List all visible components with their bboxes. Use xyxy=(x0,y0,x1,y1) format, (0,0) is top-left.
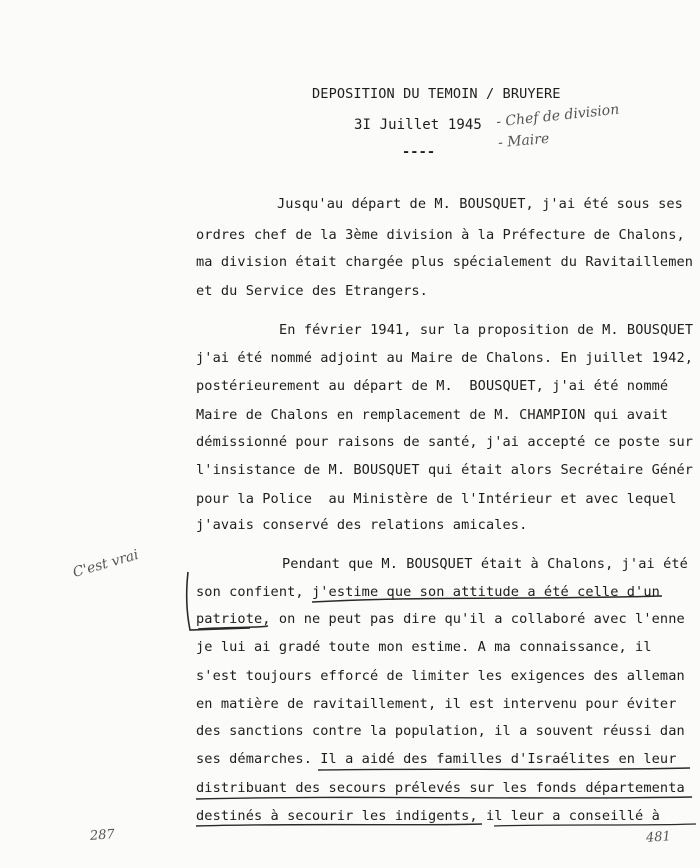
paragraph-3-line-2: son confient, j'estime que son attitude a été celle d'un xyxy=(196,584,660,600)
paragraph-2-line-5: démissionné pour raisons de santé, j'ai accepté ce poste sur xyxy=(196,434,694,450)
paragraph-2-line-1: En février 1941, sur la proposition de M. BOUSQUET xyxy=(279,322,694,338)
title-separator: ---- xyxy=(402,144,436,160)
paragraph-3-line-3: patriote, on ne peut pas dire qu'il a collaboré avec l'enne xyxy=(196,611,685,627)
handwritten-page-number-right: 481 xyxy=(645,829,672,846)
paragraph-2-line-8: j'avais conservé des relations amicales. xyxy=(196,517,528,533)
paragraph-3-line-1: Pendant que M. BOUSQUET était à Chalons, j'ai été xyxy=(282,556,688,572)
paragraph-1-line-3: ma division était chargée plus spécialement du Ravitaillemen xyxy=(196,254,694,270)
paragraph-3-line-10: destinés à secourir les indigents, il leur a conseillé à xyxy=(196,808,660,824)
paragraph-3-line-5: s'est toujours efforcé de limiter les exigences des alleman xyxy=(196,668,685,684)
paragraph-2-line-6: l'insistance de M. BOUSQUET qui était alors Secrétaire Génér xyxy=(196,462,694,478)
handwritten-role-note-2: - Maire xyxy=(497,130,550,152)
handwritten-role-note-1: - Chef de division xyxy=(495,101,620,131)
paragraph-2-line-3: postérieurement au départ de M. BOUSQUET, j'ai été nommé xyxy=(196,378,669,394)
underline-conseille xyxy=(494,824,696,826)
paragraph-2-line-7: pour la Police au Ministère de l'Intérieur et avec lequel xyxy=(196,491,677,507)
paragraph-1-line-2: ordres chef de la 3ème division à la Préfecture de Chalons, xyxy=(196,227,685,243)
paragraph-3-line-4: je lui ai gradé toute mon estime. A ma connaissance, il xyxy=(196,639,652,655)
paragraph-3-line-9: distribuant des secours prélevés sur les fonds départementa xyxy=(196,780,685,796)
handwritten-margin-note: C'est vrai xyxy=(71,547,141,581)
underline-aide xyxy=(318,768,690,770)
document-title: DEPOSITION DU TEMOIN / BRUYERE xyxy=(312,86,561,102)
paragraph-1-line-1: Jusqu'au départ de M. BOUSQUET, j'ai été sous ses xyxy=(277,196,683,212)
paragraph-3-line-6: en matière de ravitaillement, il est intervenu pour éviter xyxy=(196,696,677,712)
underline-destines xyxy=(196,824,482,826)
paragraph-2-line-4: Maire de Chalons en remplacement de M. CHAMPION qui avait xyxy=(196,407,669,423)
underline-distribuant xyxy=(196,797,692,799)
paragraph-3-line-7: des sanctions contre la population, il a souvent réussi dan xyxy=(196,723,685,739)
handwritten-page-number-left: 287 xyxy=(89,827,116,844)
document-date: 3I Juillet 1945 xyxy=(354,117,482,133)
paragraph-1-line-4: et du Service des Etrangers. xyxy=(196,283,428,299)
paragraph-2-line-2: j'ai été nommé adjoint au Maire de Chalons. En juillet 1942, xyxy=(196,350,694,366)
paragraph-3-line-8: ses démarches. Il a aidé des familles d'Israélites en leur xyxy=(196,751,677,767)
